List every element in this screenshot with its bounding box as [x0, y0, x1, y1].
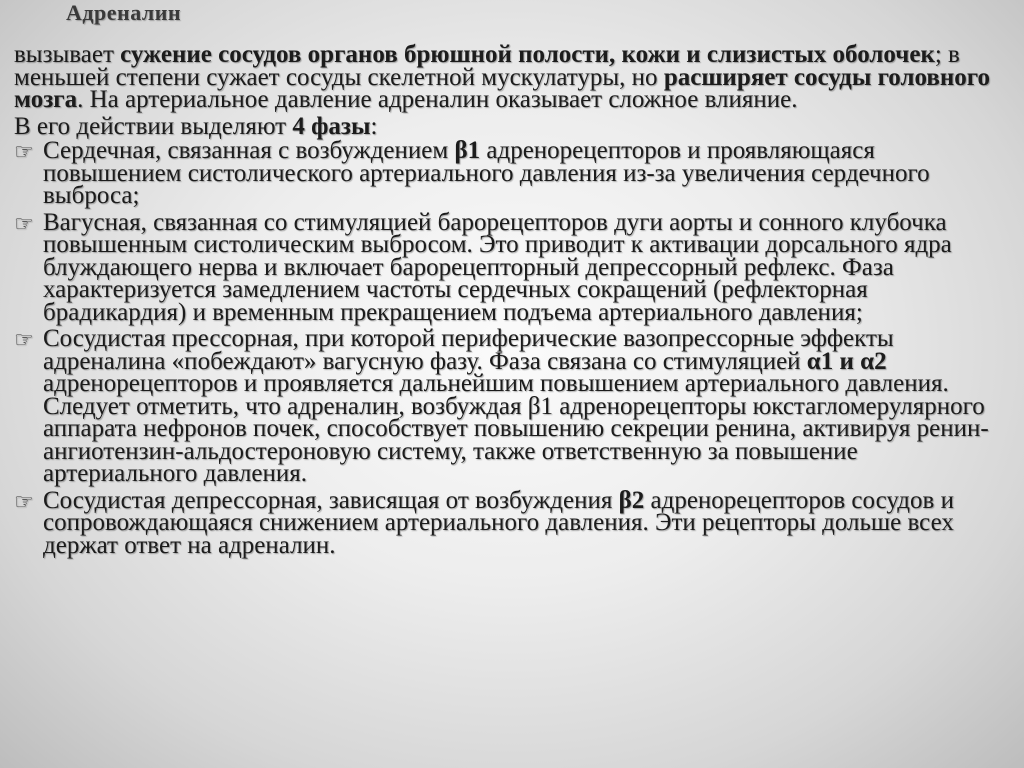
- phases-text-2: :: [370, 112, 378, 140]
- bullet-text: адренорецепторов и проявляющаяся повышением систолического артериального давления из-за увеличения сердечного выброса;: [43, 137, 930, 209]
- intro-text-1: вызывает: [14, 41, 121, 68]
- bullet-bold: β2: [618, 486, 645, 514]
- bullet-text: Сосудистая прессорная, при которой периферические вазопрессорные эффекты адреналина «побеждают» вагусную фазу. Фаза связана со стимуляцией: [43, 325, 894, 375]
- bullet-bold: α1 и α2: [806, 347, 887, 375]
- phase-bullet-vagal: [14, 208, 1009, 326]
- hand-pointer-icon: ☞: [14, 139, 34, 164]
- slide-body: [14, 41, 1009, 561]
- intro-bold-1: сужение сосудов органов брюшной полости, кожи и слизистых оболочек: [120, 41, 935, 68]
- phases-heading: [14, 112, 1009, 140]
- hand-pointer-icon: ☞: [14, 488, 34, 514]
- bullet-text: адренорецепторов сосудов и сопровождающаяся снижением артериального давления. Эти рецепторы дольше всех держат ответ на адреналин.: [43, 486, 954, 559]
- intro-text-3: . На артериальное давление адреналин оказывает сложное влияние.: [77, 86, 798, 113]
- intro-paragraph: [14, 41, 1009, 113]
- bullet-text: адренорецепторов и проявляется дальнейшим повышением артериального давления. Следует отметить, что адреналин, возбуждая β1 адренорецепторы юкстагломерулярного аппарата нефронов почек, способствует повышению секреции ренина, активируя ренин-ангиотензин-альдостероновую систему, также ответственную за повышение артериального давления.: [43, 370, 989, 487]
- bullet-text: Сердечная, связанная с возбуждением: [43, 137, 455, 164]
- slide-title: Адреналин: [66, 0, 182, 25]
- phase-bullet-vascular-depressor: [14, 486, 1009, 559]
- bullet-text: Сосудистая депрессорная, зависящая от возбуждения: [43, 486, 619, 514]
- bullet-bold: β1: [454, 137, 481, 164]
- hand-pointer-icon: ☞: [14, 327, 34, 352]
- intro-text-2: ; в меньшей степени сужает сосуды скелетной мускулатуры, но: [14, 41, 960, 91]
- intro-bold-2: расширяет сосуды головного мозга: [14, 63, 991, 113]
- bullet-text: Вагусная, связанная со стимуляцией барорецепторов дуги аорты и сонного клубочка повышенным систолическим выбросом. Это приводит к активации дорсального ядра блуждающего нерва и включает барорецепторный депрессорный рефлекс. Фаза характеризуется замедлением частоты сердечных сокращений (рефлекторная брадикардия) и временным прекращением подъема артериального давления;: [43, 208, 952, 326]
- phase-bullet-cardiac: [14, 137, 1009, 209]
- phase-bullet-vascular-pressor: [14, 325, 1009, 487]
- phases-text-1: В его действии выделяют: [14, 112, 293, 140]
- phases-bold: 4 фазы: [292, 112, 371, 140]
- hand-pointer-icon: ☞: [14, 210, 34, 236]
